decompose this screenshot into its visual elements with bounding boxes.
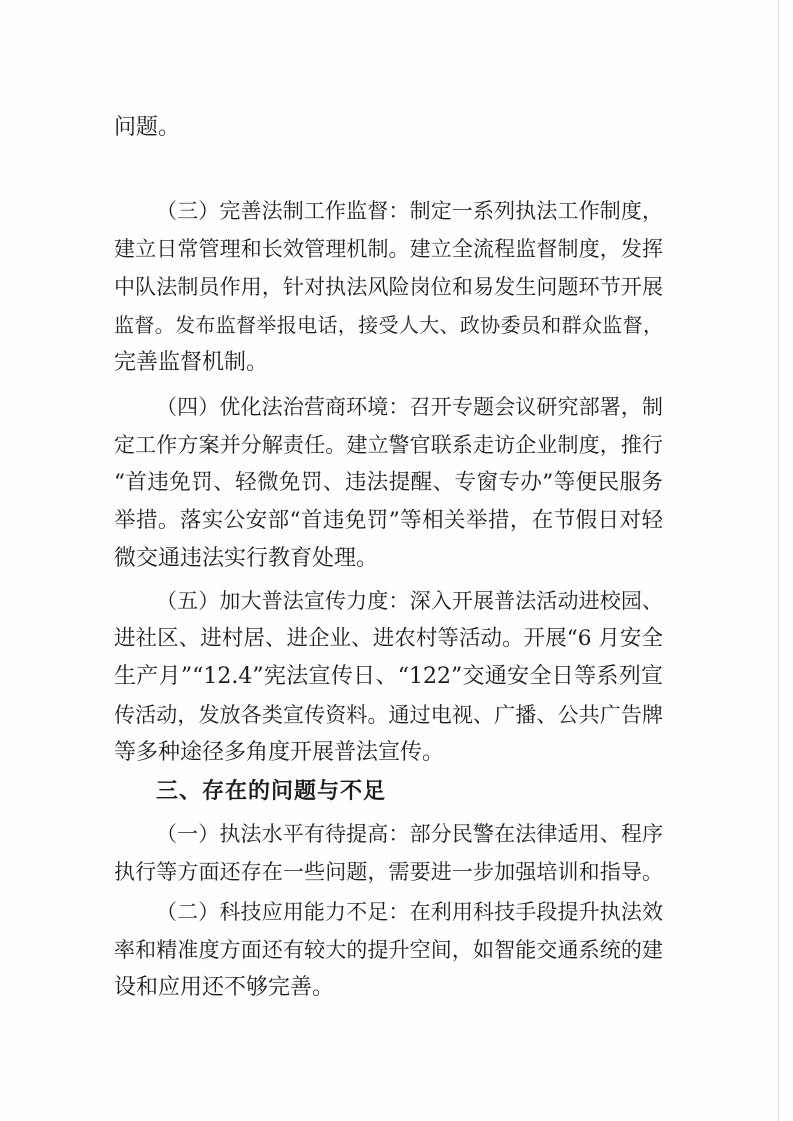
section4-line-3: “首违免罚、轻微免罚、违法提醒、专窗专办”等便民服务	[114, 470, 663, 495]
carryover-text: 问题。	[114, 115, 181, 140]
section5-line-1: （五）加大普法宣传力度：深入开展普法活动进校园、	[156, 589, 663, 613]
section-heading-3: 三、存在的问题与不足	[156, 779, 387, 804]
section5-line-4: 传活动，发放各类宣传资料。通过电视、广播、公共广告牌	[114, 703, 663, 727]
problem2-line-3: 设和应用还不够完善。	[114, 975, 335, 1000]
section4-line-2: 定工作方案并分解责任。建立警官联系走访企业制度，推行	[114, 433, 663, 457]
section5-line-2: 进社区、进村居、进企业、进农村等活动。开展“6 月安全	[114, 626, 663, 651]
section5-line-3: 生产月”“12.4”宪法宣传日、“122”交通安全日等系列宣	[114, 664, 663, 689]
section5-line-5: 等多种途径多角度开展普法宣传。	[114, 740, 445, 765]
section3-line-1: （三）完善法制工作监督：制定一系列执法工作制度，	[156, 199, 663, 223]
page-edge-line	[778, 0, 779, 1121]
section3-line-3: 中队法制员作用，针对执法风险岗位和易发生问题环节开展	[114, 275, 663, 299]
section3-line-5: 完善监督机制。	[114, 350, 269, 375]
section3-line-2: 建立日常管理和长效管理机制。建立全流程监督制度，发挥	[114, 237, 663, 261]
section4-line-4: 举措。落实公安部“首违免罚”等相关举措，在节假日对轻	[114, 508, 663, 533]
section4-line-5: 微交通违法实行教育处理。	[114, 546, 379, 571]
problem2-line-2: 率和精准度方面还有较大的提升空间，如智能交通系统的建	[114, 938, 663, 962]
problem2-line-1: （二）科技应用能力不足：在利用科技手段提升执法效	[156, 900, 663, 924]
section4-line-1: （四）优化法治营商环境：召开专题会议研究部署，制	[156, 395, 663, 419]
section3-line-4: 监督。发布监督举报电话，接受人大、政协委员和群众监督，	[114, 313, 663, 337]
problem1-line-2: 执行等方面还存在一些问题，需要进一步加强培训和指导。	[114, 860, 663, 884]
problem1-line-1: （一）执法水平有待提高：部分民警在法律适用、程序	[156, 822, 663, 846]
